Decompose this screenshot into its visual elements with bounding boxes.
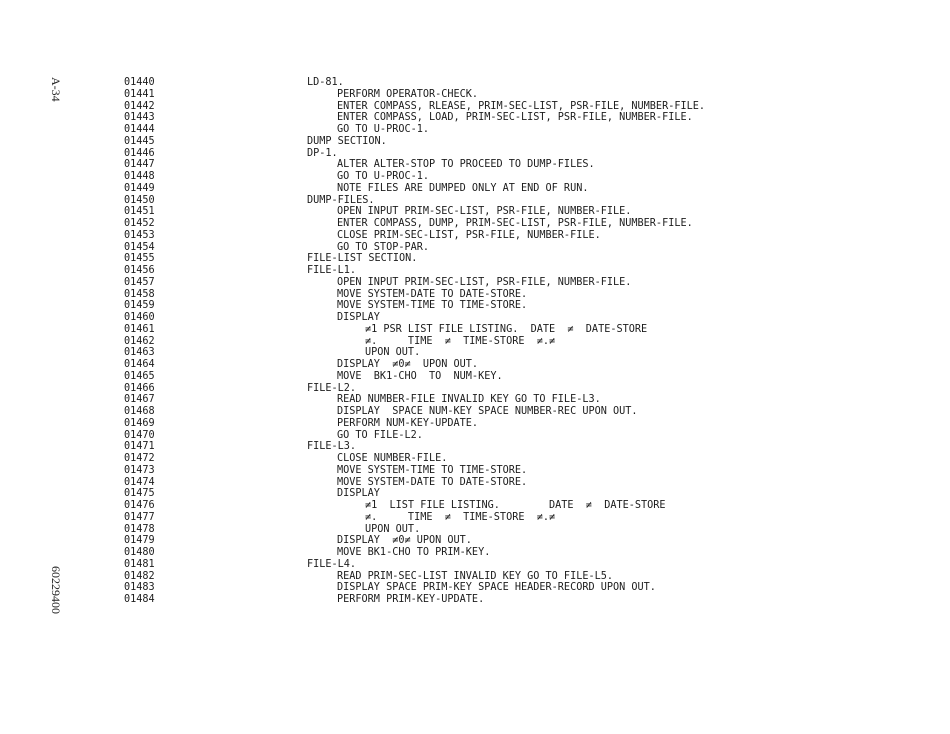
code-text: DUMP-FILES. [307, 194, 375, 206]
line-number: 01456 [124, 265, 155, 276]
line-number: 01463 [124, 347, 155, 359]
line-number: 01458 [124, 288, 155, 300]
line-number: 01484 [124, 594, 155, 605]
line-number: 01468 [124, 406, 155, 417]
line-number: 01483 [124, 582, 155, 594]
line-number: 01480 [124, 547, 155, 558]
code-text: UPON OUT. [365, 523, 421, 535]
line-number: 01478 [124, 523, 155, 535]
line-number: 01444 [124, 124, 155, 135]
code-text: DISPLAY ≠0≠ UPON OUT. [337, 359, 479, 370]
line-number: 01450 [124, 194, 155, 206]
code-text: GO TO U-PROC-1. [337, 124, 430, 135]
code-text: READ NUMBER-FILE INVALID KEY GO TO FILE-L3. [337, 394, 601, 406]
page-label: A-34 [49, 77, 63, 102]
code-text: READ PRIM-SEC-LIST INVALID KEY GO TO FILE-L5. [337, 570, 614, 582]
line-number: 01466 [124, 382, 155, 394]
code-text: MOVE SYSTEM-DATE TO DATE-STORE. [337, 288, 528, 300]
code-text: FILE-L3. [307, 441, 357, 453]
code-text: ENTER COMPASS, RLEASE, PRIM-SEC-LIST, PSR-FILE, NUMBER-FILE. [337, 100, 706, 112]
line-number: 01472 [124, 453, 155, 464]
line-number: 01477 [124, 511, 155, 523]
code-text: FILE-LIST SECTION. [307, 253, 418, 265]
line-number: 01440 [124, 77, 155, 88]
code-text: ≠. TIME ≠ TIME-STORE ≠.≠ [365, 335, 556, 347]
code-text: PERFORM OPERATOR-CHECK. [337, 88, 479, 100]
line-number: 01459 [124, 300, 155, 312]
line-number: 01447 [124, 159, 155, 171]
code-text: PERFORM PRIM-KEY-UPDATE. [337, 594, 485, 605]
code-text: NOTE FILES ARE DUMPED ONLY AT END OF RUN. [337, 182, 589, 194]
line-number: 01454 [124, 241, 155, 253]
code-text: ENTER COMPASS, LOAD, PRIM-SEC-LIST, PSR-FILE, NUMBER-FILE. [337, 112, 693, 124]
line-number: 01460 [124, 312, 155, 323]
line-number: 01448 [124, 171, 155, 182]
line-number: 01473 [124, 464, 155, 476]
code-text: MOVE BK1-CHO TO PRIM-KEY. [337, 547, 491, 558]
code-text: ≠1 PSR LIST FILE LISTING. DATE ≠ DATE-STORE [365, 323, 648, 335]
code-text: ENTER COMPASS, DUMP, PRIM-SEC-LIST, PSR-FILE, NUMBER-FILE. [337, 218, 693, 229]
line-number: 01441 [124, 88, 155, 100]
line-number: 01449 [124, 182, 155, 194]
line-number: 01482 [124, 570, 155, 582]
line-number: 01442 [124, 100, 155, 112]
line-number: 01476 [124, 500, 155, 511]
line-number: 01481 [124, 558, 155, 570]
line-number: 01479 [124, 535, 155, 547]
line-number: 01471 [124, 441, 155, 453]
code-text: LD-81. [307, 77, 344, 88]
code-text: DISPLAY [337, 488, 380, 500]
code-text: MOVE SYSTEM-DATE TO DATE-STORE. [337, 476, 528, 488]
code-text: GO TO FILE-L2. [337, 429, 423, 441]
line-number: 01446 [124, 147, 155, 159]
code-text: UPON OUT. [365, 347, 421, 359]
code-text: FILE-L1. [307, 265, 357, 276]
code-text: FILE-L2. [307, 382, 357, 394]
line-number: 01464 [124, 359, 155, 370]
code-text: GO TO STOP-PAR. [337, 241, 430, 253]
line-number: 01475 [124, 488, 155, 500]
code-text: DISPLAY [337, 312, 380, 323]
document-number: 60229400 [49, 566, 63, 614]
line-number: 01470 [124, 429, 155, 441]
line-number: 01469 [124, 417, 155, 429]
code-text: MOVE BK1-CHO TO NUM-KEY. [337, 370, 503, 382]
line-number: 01474 [124, 476, 155, 488]
code-text: CLOSE PRIM-SEC-LIST, PSR-FILE, NUMBER-FILE. [337, 229, 601, 241]
code-text: ≠. TIME ≠ TIME-STORE ≠.≠ [365, 511, 556, 523]
code-text: PERFORM NUM-KEY-UPDATE. [337, 417, 479, 429]
line-number: 01455 [124, 253, 155, 265]
line-number: 01452 [124, 218, 155, 229]
line-number: 01465 [124, 370, 155, 382]
code-text: DUMP SECTION. [307, 135, 387, 147]
line-number: 01443 [124, 112, 155, 124]
line-number: 01453 [124, 229, 155, 241]
code-text: ≠1 LIST FILE LISTING. DATE ≠ DATE-STORE [365, 500, 666, 511]
code-text: CLOSE NUMBER-FILE. [337, 453, 448, 464]
line-number: 01457 [124, 276, 155, 288]
code-text: DISPLAY SPACE NUM-KEY SPACE NUMBER-REC UPON OUT. [337, 406, 638, 417]
code-text: MOVE SYSTEM-TIME TO TIME-STORE. [337, 300, 528, 312]
code-text: FILE-L4. [307, 558, 357, 570]
code-text: OPEN INPUT PRIM-SEC-LIST, PSR-FILE, NUMBER-FILE. [337, 206, 632, 218]
code-text: MOVE SYSTEM-TIME TO TIME-STORE. [337, 464, 528, 476]
code-text: OPEN INPUT PRIM-SEC-LIST, PSR-FILE, NUMBER-FILE. [337, 276, 632, 288]
line-number: 01462 [124, 335, 155, 347]
code-text: ALTER ALTER-STOP TO PROCEED TO DUMP-FILES. [337, 159, 595, 171]
code-text: DISPLAY SPACE PRIM-KEY SPACE HEADER-RECORD UPON OUT. [337, 582, 656, 594]
code-text: GO TO U-PROC-1. [337, 171, 430, 182]
line-number: 01451 [124, 206, 155, 218]
code-text: DP-1. [307, 147, 338, 159]
line-number: 01467 [124, 394, 155, 406]
code-text: DISPLAY ≠0≠ UPON OUT. [337, 535, 472, 547]
line-number: 01445 [124, 135, 155, 147]
line-number: 01461 [124, 323, 155, 335]
